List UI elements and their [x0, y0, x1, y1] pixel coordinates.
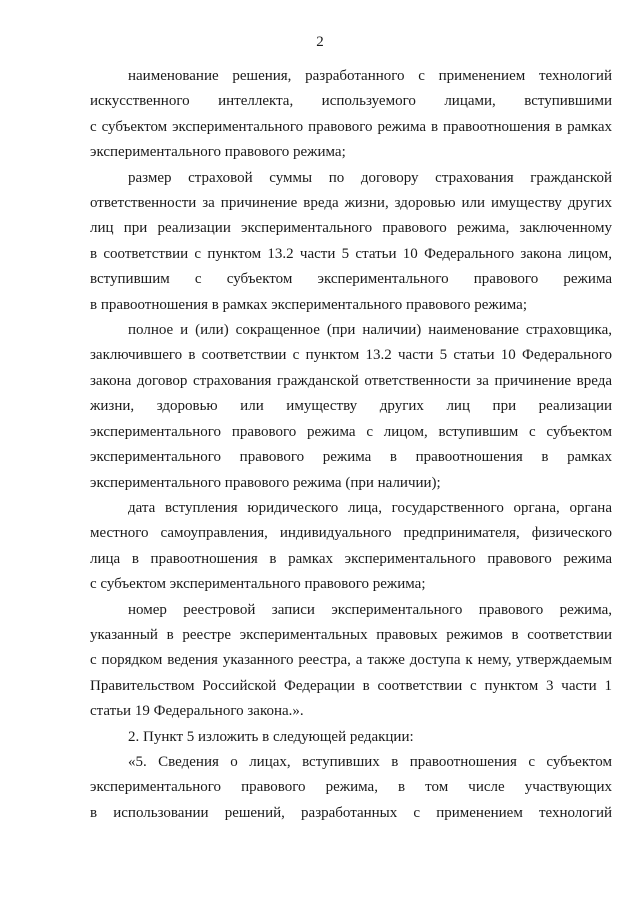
- text-line: полное и (или) сокращенное (при наличии) наименование страховщика,: [128, 322, 612, 339]
- paragraph: [90, 750, 612, 826]
- paragraph: [90, 64, 612, 166]
- text-line: экспериментального правового режима с лицом, вступившим с субъектом: [90, 423, 612, 440]
- text-line: лица в правоотношения в рамках экспериментального правового режима: [90, 550, 612, 567]
- text-line: указанный в реестре экспериментальных правовых режимов в соответствии: [90, 626, 612, 643]
- text-line: экспериментального правового режима в правоотношения в рамках: [90, 449, 612, 466]
- paragraph: [90, 318, 612, 496]
- text-line: в соответствии с пунктом 13.2 части 5 статьи 10 Федерального закона лицом,: [90, 245, 612, 262]
- text-line: статьи 19 Федерального закона.».: [90, 703, 304, 720]
- text-line: закона договор страхования гражданской ответственности за причинение вреда: [90, 372, 612, 389]
- text-line: с субъектом экспериментального правового режима;: [90, 576, 426, 593]
- text-line: дата вступления юридического лица, государственного органа, органа: [128, 499, 612, 516]
- text-line: экспериментального правового режима, в том числе участвующих: [90, 779, 612, 796]
- text-line: вступившим с субъектом экспериментального правового режима: [90, 271, 612, 288]
- paragraph: [90, 725, 612, 750]
- text-line: экспериментального правового режима;: [90, 144, 346, 161]
- text-line: заключившего в соответствии с пунктом 13.2 части 5 статьи 10 Федерального: [90, 347, 612, 364]
- text-line: Правительством Российской Федерации в соответствии с пунктом 3 части 1: [90, 677, 612, 694]
- text-line: экспериментального правового режима (при наличии);: [90, 474, 441, 491]
- paragraph: [90, 496, 612, 598]
- paragraph: [90, 166, 612, 318]
- text-line: жизни, здоровью или имуществу других лиц при реализации: [90, 398, 612, 415]
- text-line: размер страховой суммы по договору страхования гражданской: [128, 169, 612, 186]
- page-number: 2: [316, 34, 324, 50]
- text-line: ответственности за причинение вреда жизни, здоровью или имуществу других: [90, 195, 612, 212]
- text-line: с порядком ведения указанного реестра, а также доступа к нему, утверждаемым: [90, 652, 612, 669]
- text-line: в правоотношения в рамках экспериментального правового режима;: [90, 296, 527, 313]
- text-line: лиц при реализации экспериментального правового режима, заключенному: [90, 220, 612, 237]
- paragraph: [90, 598, 612, 725]
- text-line: искусственного интеллекта, используемого лицами, вступившими: [90, 93, 612, 110]
- text-line: местного самоуправления, индивидуального предпринимателя, физического: [90, 525, 612, 542]
- text-line: «5. Сведения о лицах, вступивших в правоотношения с субъектом: [128, 753, 612, 770]
- text-line: номер реестровой записи экспериментального правового режима,: [128, 601, 612, 618]
- document-body: [90, 64, 612, 826]
- text-line: наименование решения, разработанного с применением технологий: [128, 68, 612, 84]
- text-line: с субъектом экспериментального правового режима в правоотношения в рамках: [90, 118, 612, 135]
- text-line: в использовании решений, разработанных с применением технологий: [90, 804, 612, 821]
- text-line: 2. Пункт 5 изложить в следующей редакции:: [128, 728, 414, 745]
